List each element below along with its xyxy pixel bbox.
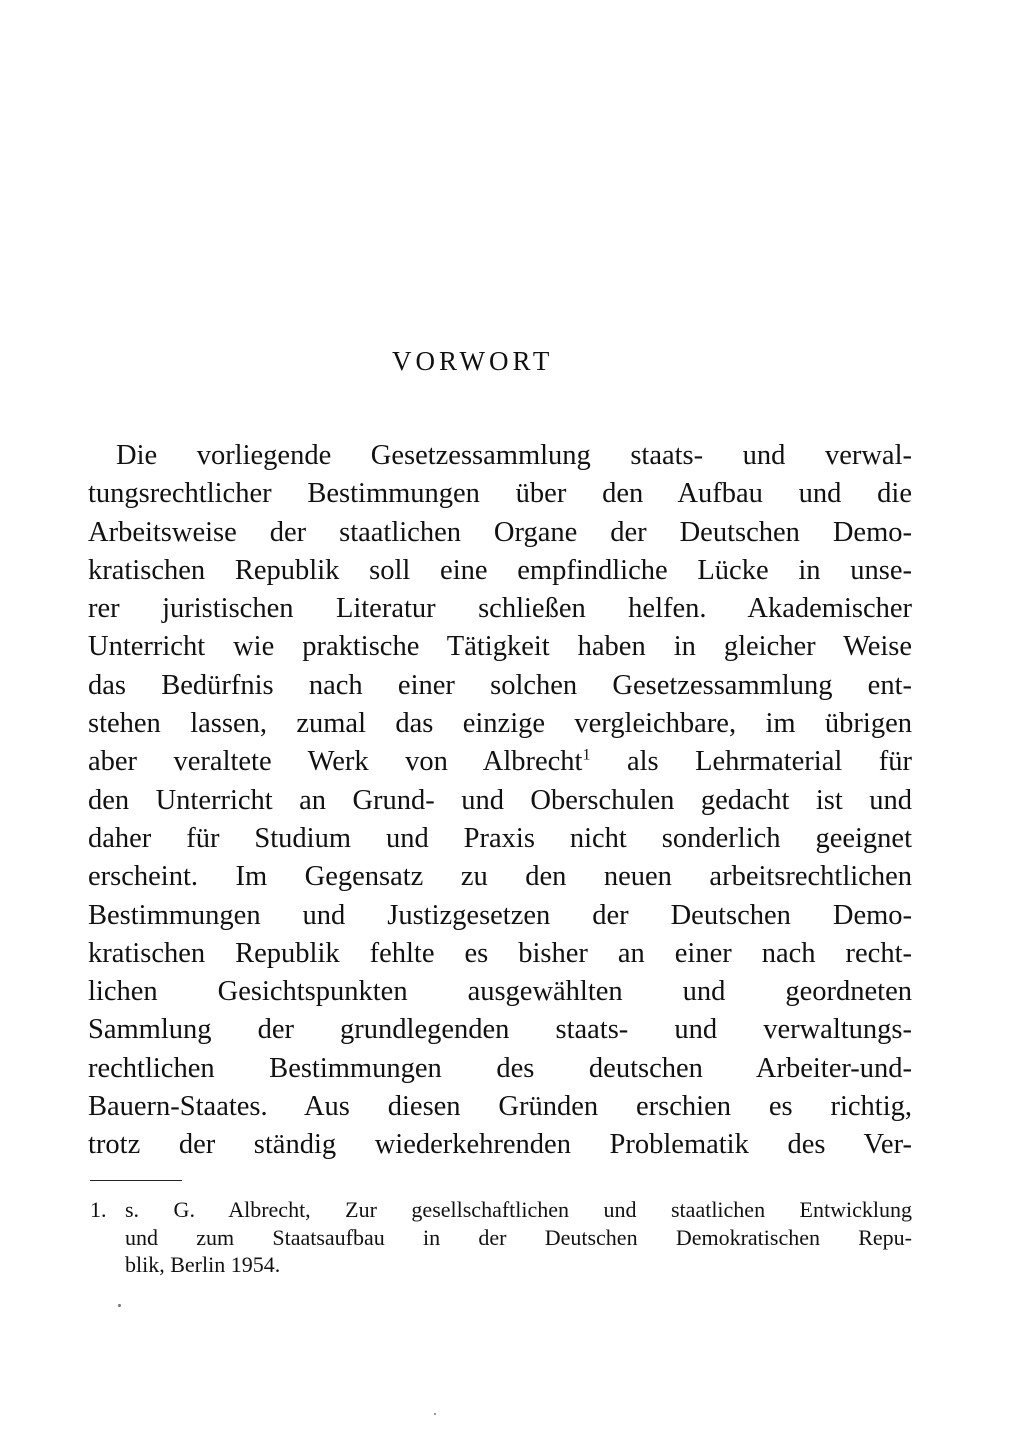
- footnote-reference: 1: [582, 746, 591, 764]
- paper-speck: [118, 1304, 121, 1307]
- footnote-divider: [90, 1180, 182, 1181]
- body-line-head: aber veraltete Werk von Albrecht: [88, 746, 583, 778]
- body-line: Die vorliegende Gesetzessammlung staats- und verwal-: [116, 440, 912, 471]
- body-line: kratischen Republik soll eine empfindliche Lücke in unse-: [88, 554, 912, 586]
- footnote-line: blik, Berlin 1954.: [125, 1252, 281, 1277]
- body-line: stehen lassen, zumal das einzige vergleichbare, im übrigen: [88, 708, 912, 740]
- body-line: trotz der ständig wiederkehrenden Problematik des Ver-: [88, 1129, 912, 1161]
- body-line: kratischen Republik fehlte es bisher an einer nach recht-: [88, 937, 912, 969]
- preface-body: [88, 437, 912, 1165]
- body-line: Arbeitsweise der staatlichen Organe der Deutschen Demo-: [88, 516, 912, 548]
- body-line: Bestimmungen und Justizgesetzen der Deutschen Demo-: [88, 899, 912, 931]
- footnote: [90, 1196, 912, 1279]
- body-line: Unterricht wie praktische Tätigkeit haben in gleicher Weise: [88, 631, 912, 663]
- page-heading: VORWORT: [392, 346, 554, 376]
- body-line: daher für Studium und Praxis nicht sonderlich geeignet: [88, 822, 912, 854]
- body-line: lichen Gesichtspunkten ausgewählten und geordneten: [88, 976, 912, 1008]
- body-line-with-footnote-ref: [88, 743, 912, 781]
- footnote-number: 1.: [90, 1197, 107, 1222]
- body-line: Bauern-Staates. Aus diesen Gründen erschien es richtig,: [88, 1091, 912, 1123]
- body-line: rer juristischen Literatur schließen helfen. Akademischer: [88, 593, 912, 625]
- footnote-line: und zum Staatsaufbau in der Deutschen Demokratischen Repu-: [125, 1224, 912, 1250]
- footnote-line: [90, 1196, 912, 1224]
- paper-speck: [434, 1413, 436, 1415]
- body-line: rechtlichen Bestimmungen des deutschen Arbeiter-und-: [88, 1052, 912, 1084]
- body-line: den Unterricht an Grund- und Oberschulen gedacht ist und: [88, 784, 912, 816]
- body-line: das Bedürfnis nach einer solchen Gesetzessammlung ent-: [88, 669, 912, 701]
- body-line: Sammlung der grundlegenden staats- und verwaltungs-: [88, 1014, 912, 1046]
- body-line: erscheint. Im Gegensatz zu den neuen arbeitsrechtlichen: [88, 861, 912, 893]
- body-line: tungsrechtlicher Bestimmungen über den Aufbau und die: [88, 478, 912, 510]
- body-line-tail: als Lehrmaterial für: [626, 746, 912, 778]
- footnote-text: s. G. Albrecht, Zur gesellschaftlichen und staatlichen Entwicklung: [125, 1197, 912, 1222]
